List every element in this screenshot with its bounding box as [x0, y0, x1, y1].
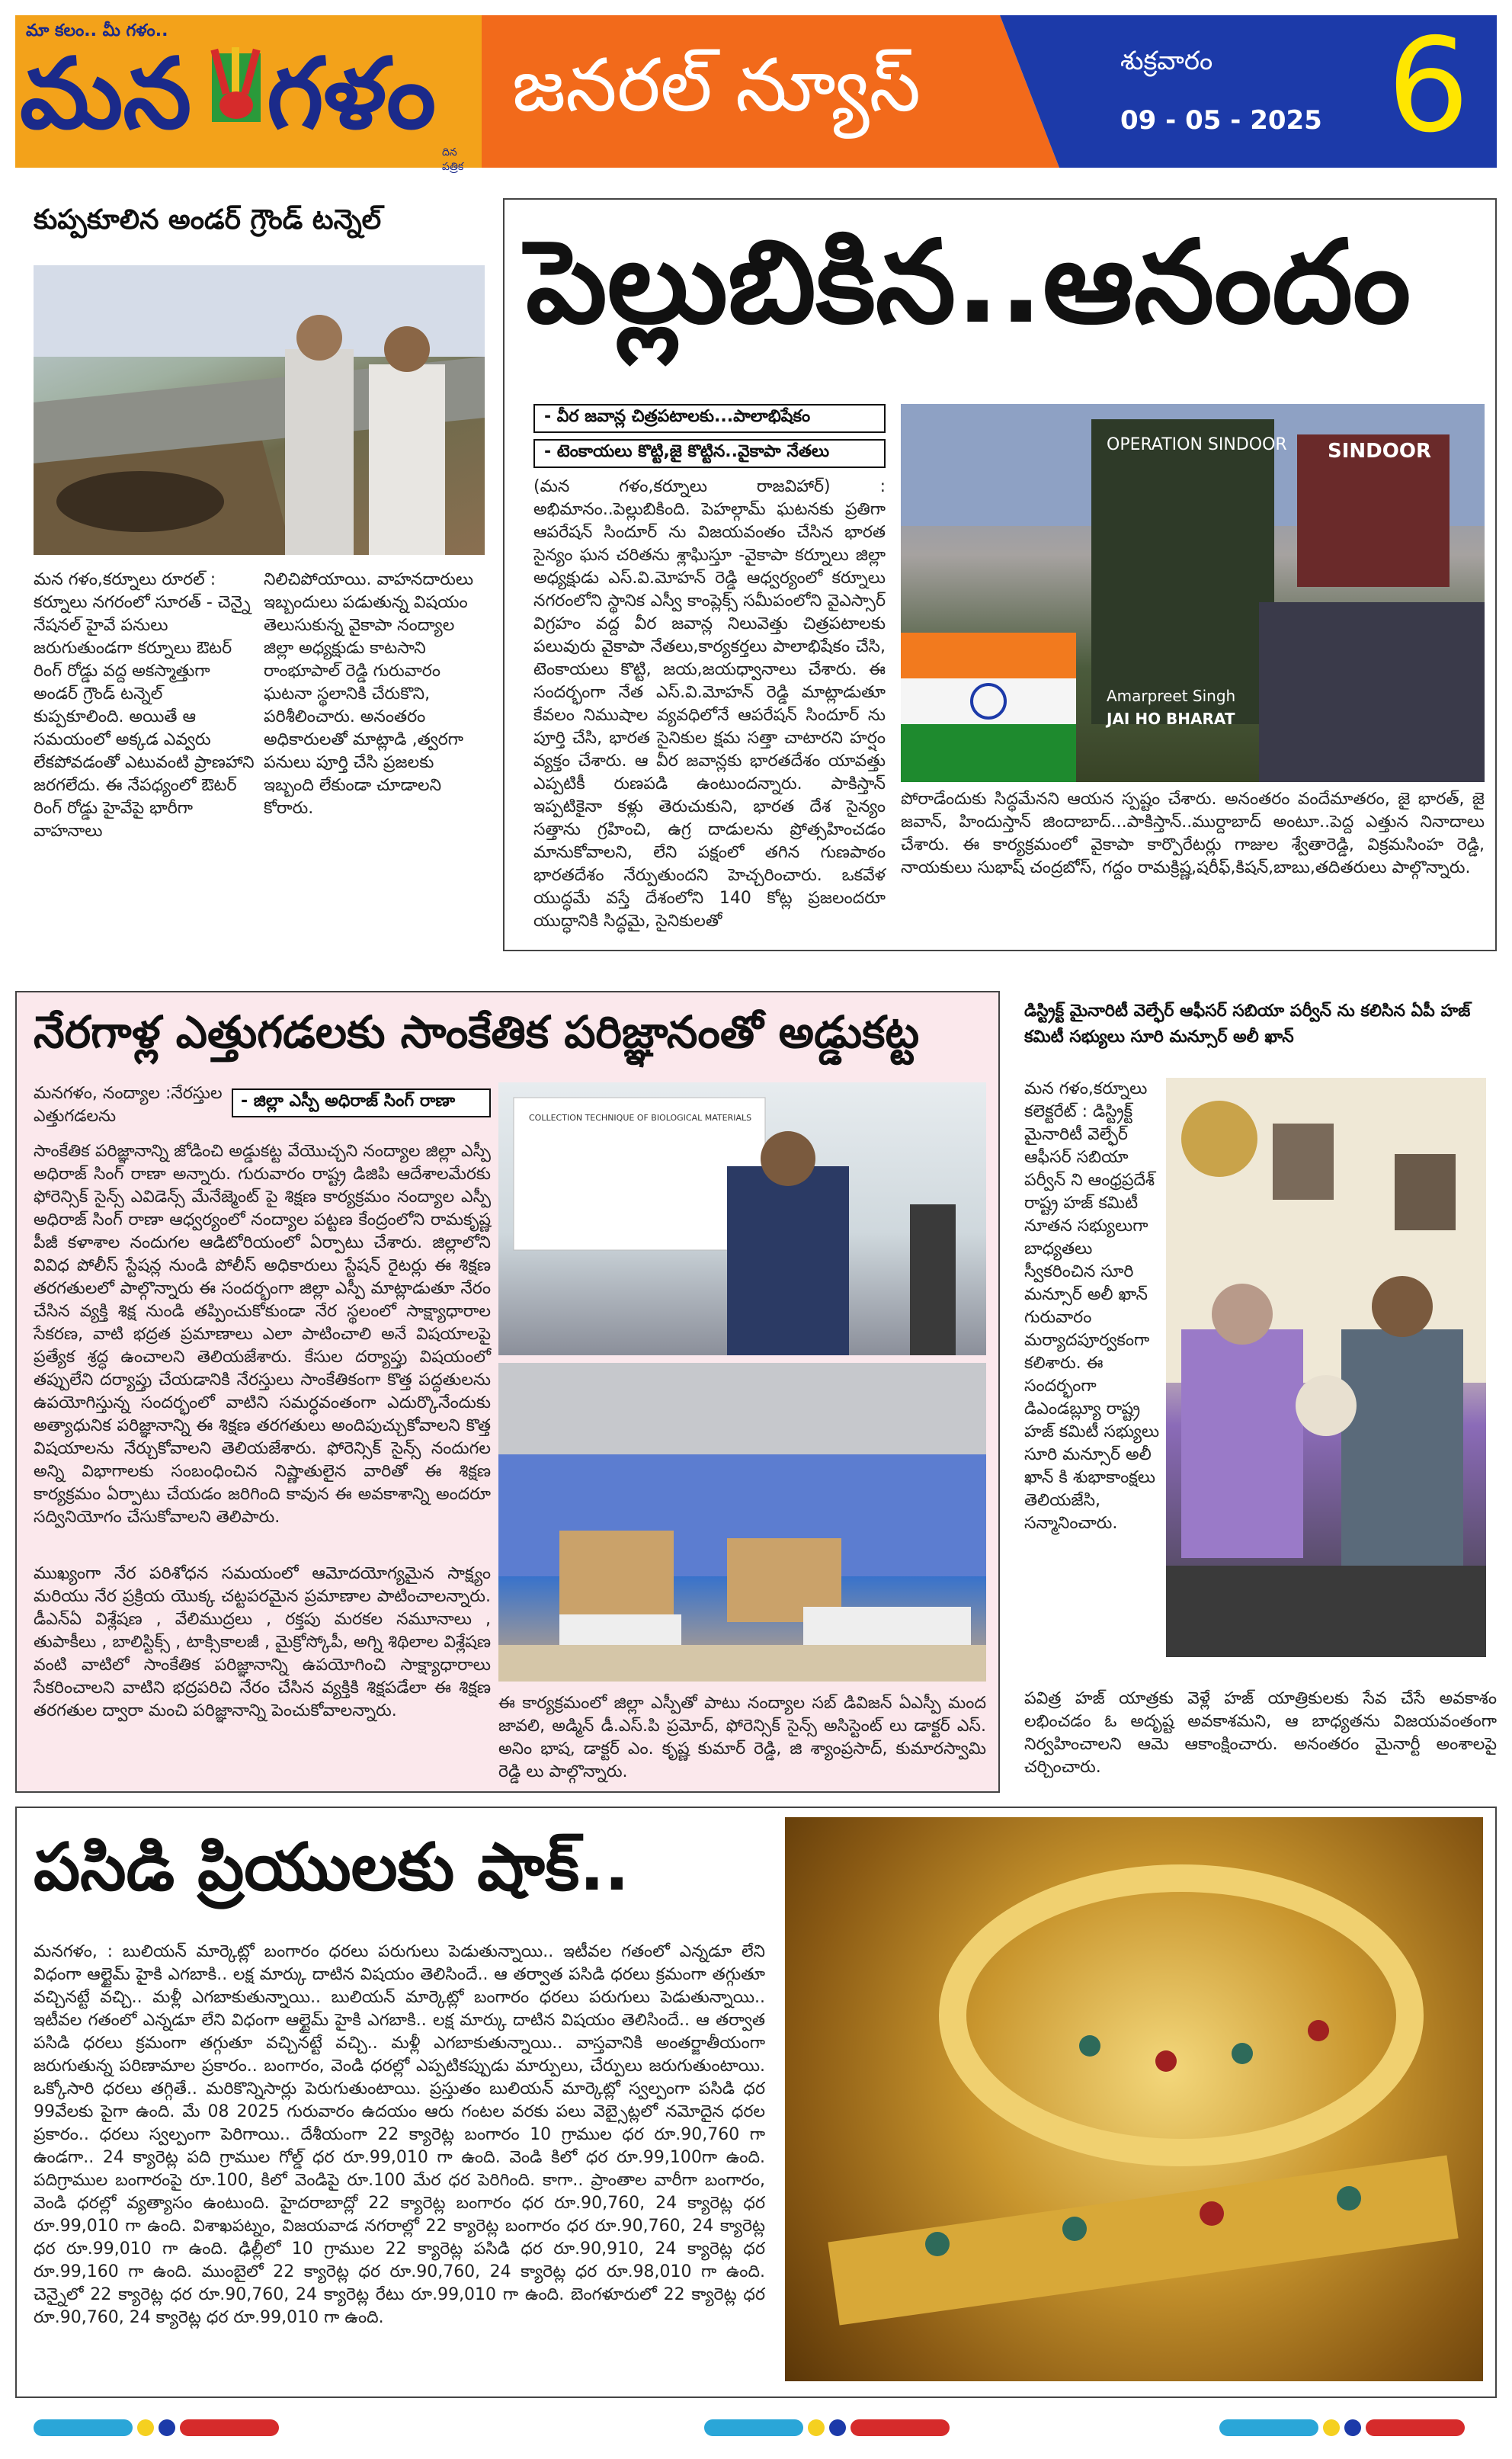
fist-pen-icon	[206, 46, 267, 130]
hajj-committee-meeting-image	[1166, 1078, 1486, 1657]
footer-decoration	[0, 2409, 1512, 2447]
footer-dot	[1344, 2419, 1361, 2436]
story4-body: మన గళం,కర్నూలు కలెక్టరేట్ : డిస్ట్రిక్ట్ మైనారిటీ వెల్ఫేర్ ఆఫీసర్ సబియా పర్వీన్ ని ఆంధ్రప్రదేశ్ రాష్ట్ర హజ్ కమిటీ నూతన సభ్యులుగా బాధ్యతలు స్వీకరించిన సూరి మన్సూర్ అలీ ఖాన్ గురువారం మర్యాదపూర్వకంగా కలిశారు. ఈ సందర్భంగా డిఎండబ్ల్యూ రాష్ట్ర హజ్ కమిటీ సభ్యులు సూరి మన్సూర్ అలీ ఖాన్ కి శుభాకాంక్షలు తెలియజేసి, సన్మానించారు.	[1024, 1079, 1160, 1533]
header-diagonal	[953, 15, 1059, 168]
sindoor-rally-image	[901, 404, 1485, 782]
story3-body: సాంకేతిక పరిజ్ఞానాన్ని జోడించి అడ్డుకట్ట వేయొచ్చని నంద్యాల జిల్లా ఎస్పీ అధిరాజ్ సింగ్ రాణా అన్నారు. గురువారం రాష్ట్ర డిజిపి ఆదేశాలమేరకు ఫోరెన్సిక్ సైన్స్ ఎవిడెన్స్ మేనేజ్మెంట్ పై శిక్షణ కార్యక్రమం నంద్యాల ఎస్పీ అధిరాజ్ సింగ్ రాణా ఆధ్వర్యంలో నంద్యాల పట్టణ కేంద్రంలోని రామకృష్ణ పీజీ కళాశాల నందుగల ఆడిటోరియంలో ఏర్పాటు చేశారు. జిల్లాలోని వివిధ పోలీస్ స్టేషన్ల నుండి పోలీస్ అధికారులు స్టేషన్ రైటర్లు ఈ శిక్షణ తరగతులలో పాల్గొన్నారు ఈ సందర్భంగా జిల్లా ఎస్పీ మాట్లాడుతూ నేరం చేసిన వ్యక్తి శిక్ష నుండి తప్పించుకోకుండా నేర స్థలంలో సాక్ష్యాధారాల సేకరణ, వాటి భద్రత ప్రమాణాలు ఎలా పాటించాలి అనే విషయాలపై ప్రత్యేక శ్రద్ధ ఉంచాలని తెలియజేశారు. కేసుల దర్యాప్తు విషయంలో తప్పులేని దర్యాప్తు చేయడానికి నేరస్తులు సాంకేతికంగా కొత్త పద్ధతులను ఉపయోగిస్తున్న సందర్భంలో వాటిని సమర్ధవంతంగా ఎదుర్కొనేందుకు అత్యాధునిక పరిజ్ఞానాన్ని ఈ శిక్షణ తరగతులు అందిపుచ్చుకోవాలని కొత్త విషయాలను నేర్చుకోవాలని తెలియజేశారు. ఫోరెన్సిక్ సైన్స్ నందుగల అన్ని విభాగాలకు సంబంధించిన నిష్ణాతులైన వారితో ఈ శిక్షణ కార్యక్రమం ఏర్పాటు చేయడం జరిగింది కావున ఈ అవకాశాన్ని అందరూ సద్వినియోగం చేసుకోవాలని తెలిపారు.	[34, 1142, 491, 1527]
story5-body: మనగళం, : బులియన్ మార్కెట్లో బంగారం ధరలు పరుగులు పెడుతున్నాయి.. ఇటీవల గతంలో ఎన్నడూ లేని విధంగా ఆల్టైమ్ హైకి ఎగబాకి.. లక్ష మార్కు దాటిన విషయం తెలిసిందే.. ఆ తర్వాత పసిడి ధరలు క్రమంగా తగ్గుతూ వచ్చినట్టే వచ్చి.. మళ్లీ ఎగబాకుతున్నాయి.. బులియన్ మార్కెట్లో బంగారం ధరలు పరుగులు పెడుతున్నాయి.. ఇటీవల గతంలో ఎన్నడూ లేని విధంగా ఆల్టైమ్ హైకి ఎగబాకి.. లక్ష మార్కు దాటిన విషయం తెలిసిందే.. ఆ తర్వాత పసిడి ధరలు క్రమంగా తగ్గుతూ వచ్చినట్టే వచ్చి.. మళ్లీ ఎగబాకుతున్నాయి.. వాస్తవానికి అంతర్జాతీయంగా జరుగుతున్న పరిణామాల ప్రకారం.. బంగారం, వెండి ధరల్లో ఎప్పటికప్పుడు మార్పులు, చేర్పులు జరుగుతుంటాయి. ఒక్కోసారి ధరలు తగ్గితే.. మరికొన్నిసార్లు పెరుగుతుంటాయి. ప్రస్తుతం బులియన్ మార్కెట్లో స్వల్పంగా పసిడి ధర 99వేలకు పైగా ఉంది. మే 08 2025 గురువారం ఉదయం ఆరు గంటల వరకు పలు వెబ్సైట్లలో నమోదైన ధరల ప్రకారం.. ధరలు స్వల్పంగా పెరిగాయి.. దేశీయంగా 22 క్యారెట్ల బంగారం 10 గ్రాముల ధర రూ.90,760 గా ఉండగా.. 24 క్యారెట్ల పది గ్రాముల గోల్డ్ ధర రూ.99,010 గా ఉంది. వెండి కిలో ధర రూ.99,100గా ఉంది. పదిగ్రాముల బంగారంపై రూ.100, కిలో వెండిపై రూ.100 మేర ధర పెరిగింది. కాగా.. ప్రాంతాల వారీగా బంగారం, వెండి ధరల్లో వ్యత్యాసం ఉంటుంది. హైదరాబాద్లో 22 క్యారెట్ల బంగారం ధర రూ.90,760, 24 క్యారెట్ల ధర రూ.99,010 గా ఉంది. విశాఖపట్నం, విజయవాడ నగరాల్లో 22 క్యారెట్ల బంగారం ధర రూ.90,760, 24 క్యారెట్ల ధర రూ.99,010 గా ఉంది. ఢిల్లీలో 10 గ్రాముల 22 క్యారెట్ల పసిడి ధర రూ.90,910, 24 క్యారెట్ల ధర రూ.99,160 గా ఉంది. ముంబైలో 22 క్యారెట్ల ధర రూ.90,760, 24 క్యారెట్ల ధర రూ.98,010 గా ఉంది. చెన్నైలో 22 క్యారెట్ల ధర రూ.90,760, 24 క్యారెట్ల రేటు రూ.99,010 గా ఉంది. బెంగళూరులో 22 క్యారెట్ల ధర రూ.90,760, 24 క్యారెట్ల ధర రూ.99,010 గా ఉంది.	[34, 1942, 765, 2327]
logo-subtitle: దిన పత్రిక	[442, 146, 464, 173]
footer-dot	[159, 2419, 175, 2436]
section-band	[482, 15, 1000, 168]
poster-caption-2: SINDOOR	[1328, 440, 1431, 463]
story2-body: (మన గళం,కర్నూలు రాజవిహార్) : అభిమానం..పెల్లుబికింది. పెహల్గామ్ ఘటనకు ప్రతిగా ఆపరేషన్ సిందూర్ ను విజయవంతం చేసిన భారత సైన్యం ఘన చరితను శ్లాఘిస్తూ -వైకాపా కర్నూలు జిల్లా అధ్యక్షుడు ఎస్.వి.మోహన్ రెడ్డి ఆధ్వర్యంలో కర్నూలు నగరంలోని స్థానిక ఎస్వీ కాంప్లెక్స్ సమీపంలోని వైఎస్సార్ విగ్రహం వద్ద వీర జవాన్ల నిలువెత్తు చిత్రపటాలకు పలువురు వైకాపా నేతలు,కార్యకర్తలు పాలాభిషేకం చేసి, టెంకాయలు కొట్టి, జయ,జయధ్వానాలు చేశారు. ఈ సందర్భంగా నేత ఎస్.వి.మోహన్ రెడ్డి మాట్లాడుతూ కేవలం నిముషాల వ్యవధిలోనే ఆపరేషన్ సిందూర్ ను పూర్తి చేసి, భారత సైనికుల క్షమ సత్తా చాటారని హర్షం వ్యక్తం చేశారు. ఆ వీర జవాన్లకు భారతదేశం యావత్తు ఎప్పటికీ రుణపడి ఉంటుందన్నారు. పాకిస్తాన్ ఇప్పటికైనా కళ్లు తెరుచుకుని, భారత దేశ సైన్యం సత్తాను గ్రహించి, ఉగ్ర దాడులను ప్రోత్సహించడం మానుకోవాలని, లేని పక్షంలో తగిన గుణపాఠం భారతదేశం నేర్పుతుందని హెచ్చరించారు. ఒకవేళ యుద్ధమే వస్తే దేశంలోని 140 కోట్ల ప్రజలందరూ యుద్ధానికి సిద్ధమై, సైనికులతో	[533, 477, 886, 931]
sp-lecture-image	[498, 1082, 986, 1355]
story5-headline: పసిడి ప్రియులకు షాక్..	[34, 1829, 629, 1906]
story4-headline: డిస్ట్రిక్ట్ మైనారిటీ వెల్ఫేర్ ఆఫీసర్ సబియా పర్వీన్ ను కలిసిన ఏపీ హజ్ కమిటీ సభ్యులు సూరి మన్సూర్ అలీ ఖాన్	[1024, 1002, 1471, 1047]
story2-tail: పోరాడేందుకు సిద్ధమేనని ఆయన స్పష్టం చేశారు. అనంతరం వందేమాతరం, జై భారత్, జై జవాన్, హిందుస్తాన్ జిందాబాద్...పాకిస్తాన్..ముర్దాబాద్ అంటూ..పెద్ద ఎత్తున నినాదాలు చేశారు. ఈ కార్యక్రమంలో వైకాపా కార్పొరేటర్లు గాజుల శ్వేతారెడ్డి, విక్రమసింహ రెడ్డి, నాయకులు సుభాష్ చంద్రబోస్, గద్దం రామక్రిష్ణ,షరీఫ్,కిషన్,బాబు,తదితరులు పాల్గొన్నారు.	[901, 790, 1485, 877]
story5-photo	[785, 1817, 1483, 2381]
footer-dot	[829, 2419, 846, 2436]
story1-column2: నిలిచిపోయాయి. వాహనదారులు ఇబ్బందులు పడుతున్న విషయం తెలుసుకున్న వైకాపా నంద్యాల జిల్లా అధ్యక్షుడు కాటసాని రాంభూపాల్ రెడ్డి గురువారం ఘటనా స్థలానికి చేరుకొని, పరిశీలించారు. అనంతరం అధికారులతో మాట్లాడి ,త్వరగా పనులు పూర్తి చేసి ప్రజలకు ఇబ్బంది లేకుండా చూడాలని కోరారు.	[264, 570, 474, 818]
story2-subhead-1: - వీర జవాన్ల చిత్రపటాలకు...పాలాభిషేకం	[533, 404, 886, 433]
footer-pill	[1366, 2419, 1465, 2436]
slide-title: COLLECTION TECHNIQUE OF BIOLOGICAL MATERIALS	[529, 1113, 752, 1123]
story3-photo-speaker	[498, 1082, 986, 1355]
story3-photo-audience	[498, 1363, 986, 1682]
story2-subhead-2: - టెంకాయలు కొట్టి,జై కొట్టిన..వైకాపా నేతలు	[533, 439, 886, 468]
footer-pill	[180, 2419, 279, 2436]
story4-photo	[1166, 1078, 1486, 1657]
issue-day: శుక్రవారం	[1120, 46, 1213, 76]
story1-photo	[34, 265, 485, 555]
story3-tail: ఈ కార్యక్రమంలో జిల్లా ఎస్పీతో పాటు నంద్యాల సబ్ డివిజన్ ఏఎస్పీ మంద జావలి, అడ్మిన్ డీ.ఎస్.పి ప్రమోద్, ఫోరెన్సిక్ సైన్స్ అసిస్టెంట్ లు డాక్టర్ ఎస్. అనిం భాష, డాక్టర్ ఎం. కృష్ణ కుమార్ రెడ్డి, జి శ్యాంప్రసాద్, కుమారస్వామి రెడ్డి లు పాల్గొన్నారు.	[498, 1694, 986, 1781]
footer-dot	[137, 2419, 154, 2436]
gold-jewellery-image	[785, 1817, 1483, 2381]
story1-headline: కుప్పకూలిన అండర్ గ్రౌండ్ టన్నెల్	[34, 204, 382, 236]
footer-pill	[1219, 2419, 1318, 2436]
story3-headline: నేరగాళ్ల ఎత్తుగడలకు సాంకేతిక పరిజ్ఞానంతో అడ్డుకట్ట	[34, 1006, 920, 1058]
poster-caption-3: Amarpreet Singh	[1107, 687, 1236, 705]
logo-tagline: మా కలం.. మీ గళం..	[26, 21, 168, 40]
poster-caption-1: OPERATION SINDOOR	[1107, 435, 1287, 454]
story3-byline: - జిల్లా ఎస్పీ అధిరాజ్ సింగ్ రాణా	[232, 1088, 491, 1117]
story2-subheads	[533, 404, 886, 474]
story2-headline: పెల్లుబికిన..ఆనందం	[526, 216, 1411, 349]
issue-date: 09 - 05 - 2025	[1120, 105, 1322, 136]
logo-word-galam: గళం	[267, 37, 437, 151]
tunnel-collapse-image	[34, 265, 485, 555]
story4-tail: పవిత్ర హజ్ యాత్రకు వెళ్లే హజ్ యాత్రికులకు సేవ చేసే అవకాశం లభించడం ఓ అదృష్ట అవకాశమని, ఆ బాధ్యతను విజయవంతంగా నిర్వహించాలని ఆమె ఆకాంక్షించారు. అనంతరం మైనార్టీ అంశాలపై చర్చించారు.	[1024, 1689, 1497, 1777]
story3-lead: మనగళం, నంద్యాల :నేరస్తుల ఎత్తుగడలను	[34, 1084, 223, 1126]
footer-dot	[808, 2419, 825, 2436]
poster-caption-4: JAI HO BHARAT	[1107, 710, 1235, 728]
story1-column1: మన గళం,కర్నూలు రూరల్ : కర్నూలు నగరంలో సూరత్ - చెన్నై నేషనల్ హైవే పనులు జరుగుతుండగా కర్నూలు ఔటర్ రింగ్ రోడ్డు వద్ద అకస్మాత్తుగా అండర్ గ్రౌండ్ టన్నెల్ కుప్పకూలింది. అయితే ఆ సమయంలో అక్కడ ఎవ్వరు లేకపోవడంతో ఎటువంటి ప్రాణహాని జరగలేదు. ఈ నేపధ్యంలో ఔటర్ రింగ్ రోడ్డు హైవేపై భారీగా వాహనాలు	[34, 570, 255, 841]
story3-extra: ముఖ్యంగా నేర పరిశోధన సమయంలో ఆమోదయోగ్యమైన సాక్ష్యం మరియు నేర ప్రక్రియ యొక్క చట్టపరమైన ప్రమాణాల పాటించాలన్నారు. డీఎన్ఏ విశ్లేషణ , వేలిముద్రలు , రక్తపు మరకల నమూనాలు , తుపాకీలు , బాలిస్టిక్స్ , టాక్సికాలజీ , మైక్రోస్కోపీ, అగ్ని శిథిలాల విశ్లేషణ వంటి వాటిలో సాంకేతిక పరిజ్ఞానాన్ని ఉపయోగించి సాక్ష్యాధారాలు సేకరించాలని వాటిని భద్రపరిచి నేరం చేసిన వ్యక్తికి శిక్షపడేలా ఈ శిక్షణ తరగతుల ద్వారా మంచి పరిజ్ఞానాన్ని పెంచుకోవాలన్నారు.	[34, 1564, 491, 1720]
footer-pill	[704, 2419, 803, 2436]
masthead	[15, 11, 1497, 173]
footer-pill	[850, 2419, 950, 2436]
masthead-logo	[15, 15, 482, 173]
auditorium-image	[498, 1363, 986, 1682]
page-number: 6	[1387, 11, 1470, 162]
footer-dot	[1323, 2419, 1340, 2436]
story2-photo	[901, 404, 1485, 782]
logo-word-mana: మన	[20, 37, 192, 151]
section-title: జనరల్ న్యూస్	[512, 43, 921, 128]
date-band	[1059, 11, 1497, 168]
footer-pill	[34, 2419, 133, 2436]
